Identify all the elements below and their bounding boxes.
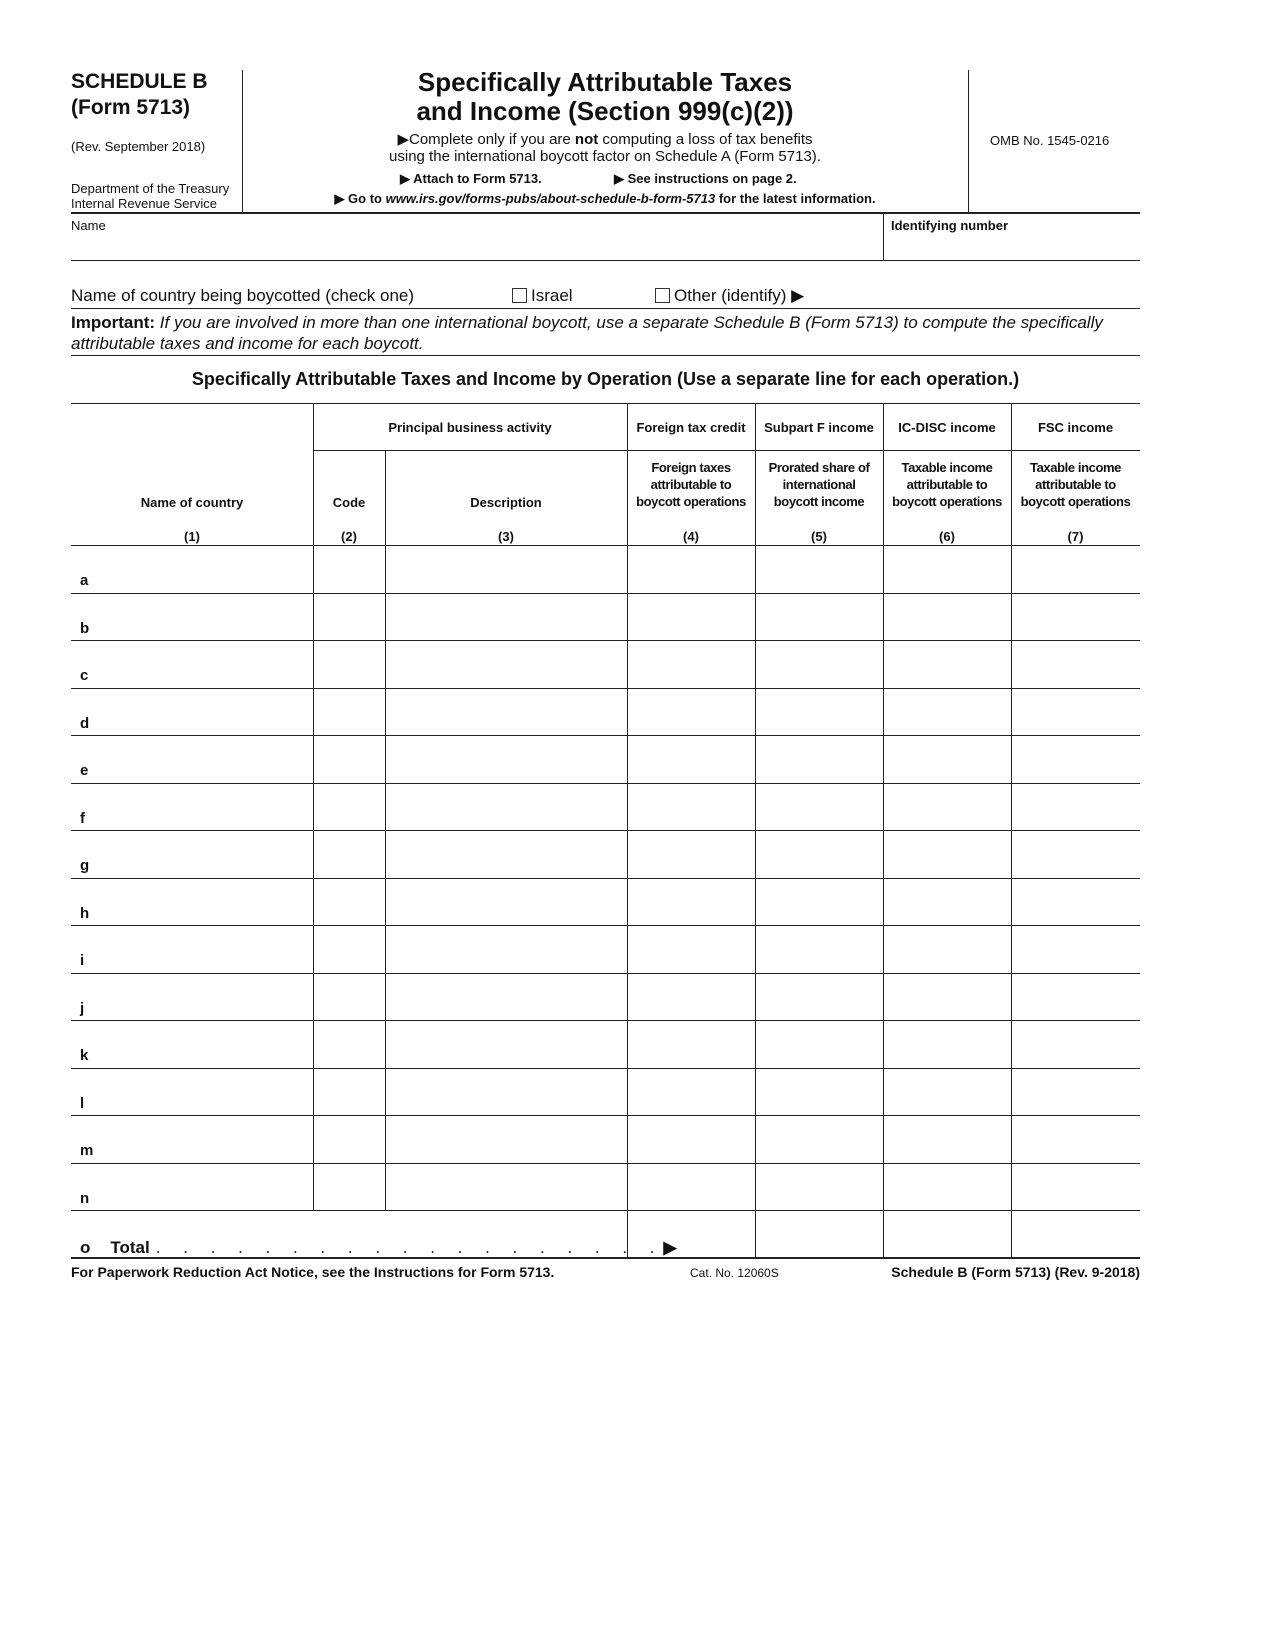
cell-col-6[interactable] [885, 547, 1009, 591]
cell-col-2[interactable] [315, 880, 383, 924]
cell-col-3[interactable] [387, 642, 625, 686]
row-letter: m [80, 1142, 94, 1159]
cell-col-3[interactable] [387, 975, 625, 1019]
row-letter: i [80, 952, 85, 969]
cell-col-3[interactable] [387, 1070, 625, 1114]
cell-col-5[interactable] [757, 1022, 881, 1066]
row-divider [71, 830, 1140, 831]
cell-col-5[interactable] [757, 880, 881, 924]
cell-col-1[interactable] [101, 927, 311, 971]
cell-col-5[interactable] [757, 737, 881, 781]
leader-dots: . . . . . . . . . . . . . . . . . . . [155, 1238, 664, 1257]
row-divider [71, 1210, 1140, 1211]
row-letter: f [80, 809, 85, 827]
cell-col-5[interactable] [757, 595, 881, 639]
cell-col-4[interactable] [629, 595, 753, 639]
cell-col-2[interactable] [315, 1165, 383, 1209]
cell-col-3[interactable] [387, 927, 625, 971]
arrow-icon: ▶ [400, 171, 414, 186]
row-letter: h [80, 904, 90, 922]
cell-col-6[interactable] [885, 1022, 1009, 1066]
cell-col-5[interactable] [757, 832, 881, 876]
cell-col-3[interactable] [387, 832, 625, 876]
row-divider [71, 1068, 1140, 1069]
cell-col-2[interactable] [315, 1070, 383, 1114]
cell-col-5[interactable] [757, 547, 881, 591]
arrow-icon: ▶ [397, 131, 409, 148]
cell-col-1[interactable] [101, 1165, 311, 1209]
total-cell-col-7[interactable] [1013, 1212, 1138, 1256]
column-divider [313, 403, 314, 1210]
column-number-5: (5) [811, 529, 827, 544]
cell-col-4[interactable] [629, 642, 753, 686]
cell-col-3[interactable] [387, 737, 625, 781]
cell-col-1[interactable] [101, 547, 311, 591]
total-label-row [71, 1238, 677, 1258]
cell-col-2[interactable] [315, 927, 383, 971]
cell-col-1[interactable] [101, 1117, 311, 1161]
column-header-3: Description [470, 495, 542, 510]
cell-col-7[interactable] [1013, 975, 1138, 1019]
cell-col-7[interactable] [1013, 1165, 1138, 1209]
cell-col-4[interactable] [629, 1070, 753, 1114]
cell-col-2[interactable] [315, 642, 383, 686]
row-divider [71, 640, 1140, 641]
column-header-2: Code [332, 495, 366, 510]
israel-checkbox[interactable] [512, 288, 527, 303]
other-checkbox[interactable] [655, 288, 670, 303]
row-letter: j [80, 999, 85, 1017]
cell-col-2[interactable] [315, 832, 383, 876]
cell-col-6[interactable] [885, 1070, 1009, 1114]
cell-col-7[interactable] [1013, 642, 1138, 686]
irs-link[interactable]: www.irs.gov/forms-pubs/about-schedule-b-form-5713 [385, 191, 716, 206]
agency: Internal Revenue Service [71, 196, 217, 211]
row-letter: l [80, 1094, 85, 1112]
cell-col-1[interactable] [101, 737, 311, 781]
cell-col-6[interactable] [885, 832, 1009, 876]
cell-col-4[interactable] [629, 547, 753, 591]
cell-col-4[interactable] [629, 690, 753, 734]
cell-col-5[interactable] [757, 1165, 881, 1209]
header-foreign-tax-credit: Foreign tax credit [636, 420, 746, 435]
total-cell-col-6[interactable] [885, 1212, 1009, 1256]
cell-col-1[interactable] [101, 690, 311, 734]
row-divider [71, 1115, 1140, 1116]
paperwork-notice: For Paperwork Reduction Act Notice, see the Instructions for Form 5713. [71, 1264, 555, 1280]
omb-number: OMB No. 1545-0216 [990, 133, 1110, 148]
important-note: Important: If you are involved in more than one international boycott, use a separate Schedule B (Form 5713) to compute the specifically attributable taxes and income for each boycott. [71, 313, 1103, 353]
row-letter: b [80, 619, 90, 637]
header-fsc-income: FSC income [1037, 420, 1114, 435]
cell-col-1[interactable] [101, 832, 311, 876]
cell-col-4[interactable] [629, 832, 753, 876]
cell-col-5[interactable] [757, 927, 881, 971]
identifying-number-field[interactable] [891, 234, 1139, 260]
cell-col-2[interactable] [315, 595, 383, 639]
cell-col-2[interactable] [315, 975, 383, 1019]
cell-col-5[interactable] [757, 1070, 881, 1114]
cell-col-3[interactable] [387, 1117, 625, 1161]
see-instructions: ▶ See instructions on page 2. [614, 171, 797, 186]
arrow-icon: ▶ [614, 171, 628, 186]
column-header-7: Taxable income attributable to boycott operations [1020, 460, 1131, 509]
cell-col-2[interactable] [315, 1117, 383, 1161]
name-label: Name [71, 218, 106, 233]
column-number-2: (2) [341, 529, 357, 544]
cell-col-6[interactable] [885, 1165, 1009, 1209]
cell-col-7[interactable] [1013, 1070, 1138, 1114]
arrow-icon: ▶ [334, 191, 349, 206]
arrow-icon: ▶ [663, 1238, 677, 1257]
column-number-4: (4) [683, 529, 699, 544]
cell-col-7[interactable] [1013, 595, 1138, 639]
cell-col-5[interactable] [757, 1117, 881, 1161]
header-subpart-f-income: Subpart F income [764, 420, 874, 435]
cell-col-5[interactable] [757, 690, 881, 734]
cell-col-2[interactable] [315, 1022, 383, 1066]
total-label: Total [110, 1238, 150, 1257]
cell-col-2[interactable] [315, 737, 383, 781]
cell-col-7[interactable] [1013, 927, 1138, 971]
cell-col-6[interactable] [885, 785, 1009, 829]
cell-col-5[interactable] [757, 642, 881, 686]
form-title: Specifically Attributable Taxes and Income (Section 999(c)(2)) [416, 67, 794, 126]
catalog-number: Cat. No. 12060S [690, 1266, 779, 1280]
cell-col-3[interactable] [387, 1022, 625, 1066]
cell-col-3[interactable] [387, 595, 625, 639]
row-divider [71, 973, 1140, 974]
row-divider [71, 1020, 1140, 1021]
cell-col-7[interactable] [1013, 1117, 1138, 1161]
cell-col-1[interactable] [101, 975, 311, 1019]
row-divider [71, 1163, 1140, 1164]
cell-col-7[interactable] [1013, 880, 1138, 924]
cell-col-6[interactable] [885, 880, 1009, 924]
column-header-1: Name of country [140, 495, 244, 510]
cell-col-7[interactable] [1013, 1022, 1138, 1066]
revision: (Rev. September 2018) [71, 139, 206, 154]
other-option[interactable]: Other (identify) ▶ [655, 286, 804, 306]
website-note: ▶ Go to www.irs.gov/forms-pubs/about-schedule-b-form-5713 for the latest information. [334, 191, 876, 206]
cell-col-6[interactable] [885, 595, 1009, 639]
column-header-4: Foreign taxes attributable to boycott operations [636, 460, 746, 509]
row-divider [71, 593, 1140, 594]
cell-col-3[interactable] [387, 880, 625, 924]
attach-note: ▶ Attach to Form 5713. [400, 171, 542, 186]
column-number-6: (6) [939, 529, 955, 544]
cell-col-1[interactable] [101, 880, 311, 924]
arrow-icon: ▶ [786, 286, 805, 305]
column-number-7: (7) [1067, 529, 1084, 544]
total-row-letter: o [80, 1238, 91, 1257]
row-letter: e [80, 762, 89, 779]
cell-col-7[interactable] [1013, 785, 1138, 829]
cell-col-6[interactable] [885, 690, 1009, 734]
row-divider [71, 878, 1140, 879]
column-header-5: Prorated share of international boycott income [768, 460, 870, 509]
cell-col-4[interactable] [629, 737, 753, 781]
row-letter: g [80, 857, 90, 874]
cell-col-6[interactable] [885, 1117, 1009, 1161]
cell-col-5[interactable] [757, 975, 881, 1019]
cell-col-6[interactable] [885, 975, 1009, 1019]
row-letter: a [80, 572, 89, 589]
boycott-country-label: Name of country being boycotted (check one) [71, 286, 415, 305]
section-title: Specifically Attributable Taxes and Income by Operation (Use a separate line for each operation.) [191, 369, 1020, 389]
cell-col-7[interactable] [1013, 547, 1138, 591]
cell-col-4[interactable] [629, 1165, 753, 1209]
name-field[interactable] [71, 234, 881, 260]
cell-col-4[interactable] [629, 975, 753, 1019]
row-divider [71, 735, 1140, 736]
cell-col-6[interactable] [885, 737, 1009, 781]
schedule-label: SCHEDULE B [71, 70, 208, 93]
instructions: ▶Complete only if you are not computing a loss of tax benefits using the international boycott factor on Schedule A (Form 5713). [389, 131, 821, 165]
cell-col-2[interactable] [315, 547, 383, 591]
cell-col-6[interactable] [885, 927, 1009, 971]
header-principal-business-activity: Principal business activity [388, 420, 552, 435]
cell-col-1[interactable] [101, 785, 311, 829]
row-divider [71, 925, 1140, 926]
department: Department of the Treasury [71, 181, 230, 196]
cell-col-1[interactable] [101, 1022, 311, 1066]
cell-col-2[interactable] [315, 785, 383, 829]
row-divider [71, 783, 1140, 784]
other-identify-field[interactable] [830, 284, 1138, 306]
header-ic-disc-income: IC-DISC income [898, 420, 996, 435]
row-letter: n [80, 1189, 90, 1207]
israel-option[interactable]: Israel [512, 286, 573, 306]
identifying-number-label: Identifying number [891, 218, 1008, 233]
column-number-1: (1) [184, 529, 200, 544]
cell-col-7[interactable] [1013, 690, 1138, 734]
row-letter: c [80, 667, 89, 684]
footer-form-id: Schedule B (Form 5713) (Rev. 9-2018) [891, 1264, 1140, 1280]
cell-col-4[interactable] [629, 785, 753, 829]
cell-col-4[interactable] [629, 880, 753, 924]
cell-col-7[interactable] [1013, 737, 1138, 781]
row-divider [71, 688, 1140, 689]
cell-col-4[interactable] [629, 1022, 753, 1066]
column-header-6: Taxable income attributable to boycott operations [892, 460, 1002, 509]
row-letter: k [80, 1047, 89, 1064]
column-number-3: (3) [498, 529, 514, 544]
cell-col-6[interactable] [885, 642, 1009, 686]
cell-col-4[interactable] [629, 1117, 753, 1161]
cell-col-3[interactable] [387, 785, 625, 829]
row-letter: d [80, 714, 90, 732]
cell-col-1[interactable] [101, 642, 311, 686]
cell-col-4[interactable] [629, 927, 753, 971]
cell-col-2[interactable] [315, 690, 383, 734]
cell-col-3[interactable] [387, 1165, 625, 1209]
total-cell-col-5[interactable] [757, 1212, 881, 1256]
cell-col-1[interactable] [101, 595, 311, 639]
cell-col-3[interactable] [387, 690, 625, 734]
cell-col-5[interactable] [757, 785, 881, 829]
cell-col-1[interactable] [101, 1070, 311, 1114]
cell-col-7[interactable] [1013, 832, 1138, 876]
cell-col-3[interactable] [387, 547, 625, 591]
form-number: (Form 5713) [71, 96, 191, 119]
